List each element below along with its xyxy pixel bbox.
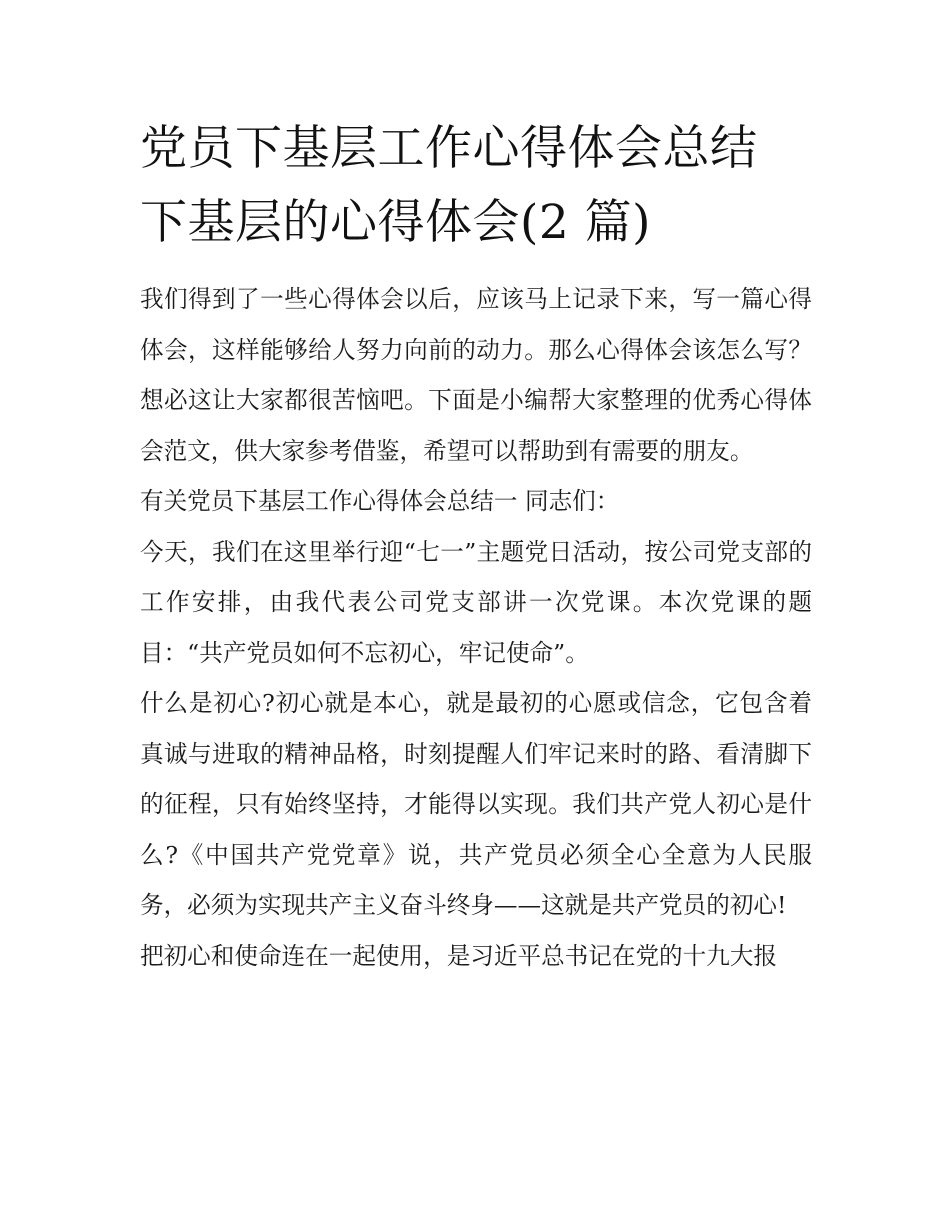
title-line-2: 下基层的心得体会(2 篇) [140,195,652,250]
body-paragraph: 把初心和使命连在一起使用，是习近平总书记在党的十九大报 [140,941,778,970]
document-title [140,112,812,260]
title-line-1: 党员下基层工作心得体会总结 [140,121,758,176]
intro-paragraph: 我们得到了一些心得体会以后，应该马上记录下来，写一篇心得体会，这样能够给人努力向前的动力。那么心得体会该怎么写？想必这让大家都很苦恼吧。下面是小编帮大家整理的优秀心得体会范文，供大家参考借鉴，希望可以帮助到有需要的朋友。 [140,285,812,465]
body-paragraph: 什么是初心?初心就是本心，就是最初的心愿或信念，它包含着真诚与进取的精神品格，时刻提醒人们牢记来时的路、看清脚下的征程，只有始终坚持，才能得以实现。我们共产党人初心是什么?《中国共产党党章》说，共产党员必须全心全意为人民服务，必须为实现共产主义奋斗终身——这就是共产党员的初心! [140,689,812,919]
section-heading-paragraph: 有关党员下基层工作心得体会总结一 同志们： [140,487,620,515]
document-page [140,112,812,981]
body-paragraph: 今天，我们在这里举行迎“七一”主题党日活动，按公司党支部的工作安排，由我代表公司党支部讲一次党课。本次党课的题目：“共产党员如何不忘初心，牢记使命”。 [140,537,812,667]
